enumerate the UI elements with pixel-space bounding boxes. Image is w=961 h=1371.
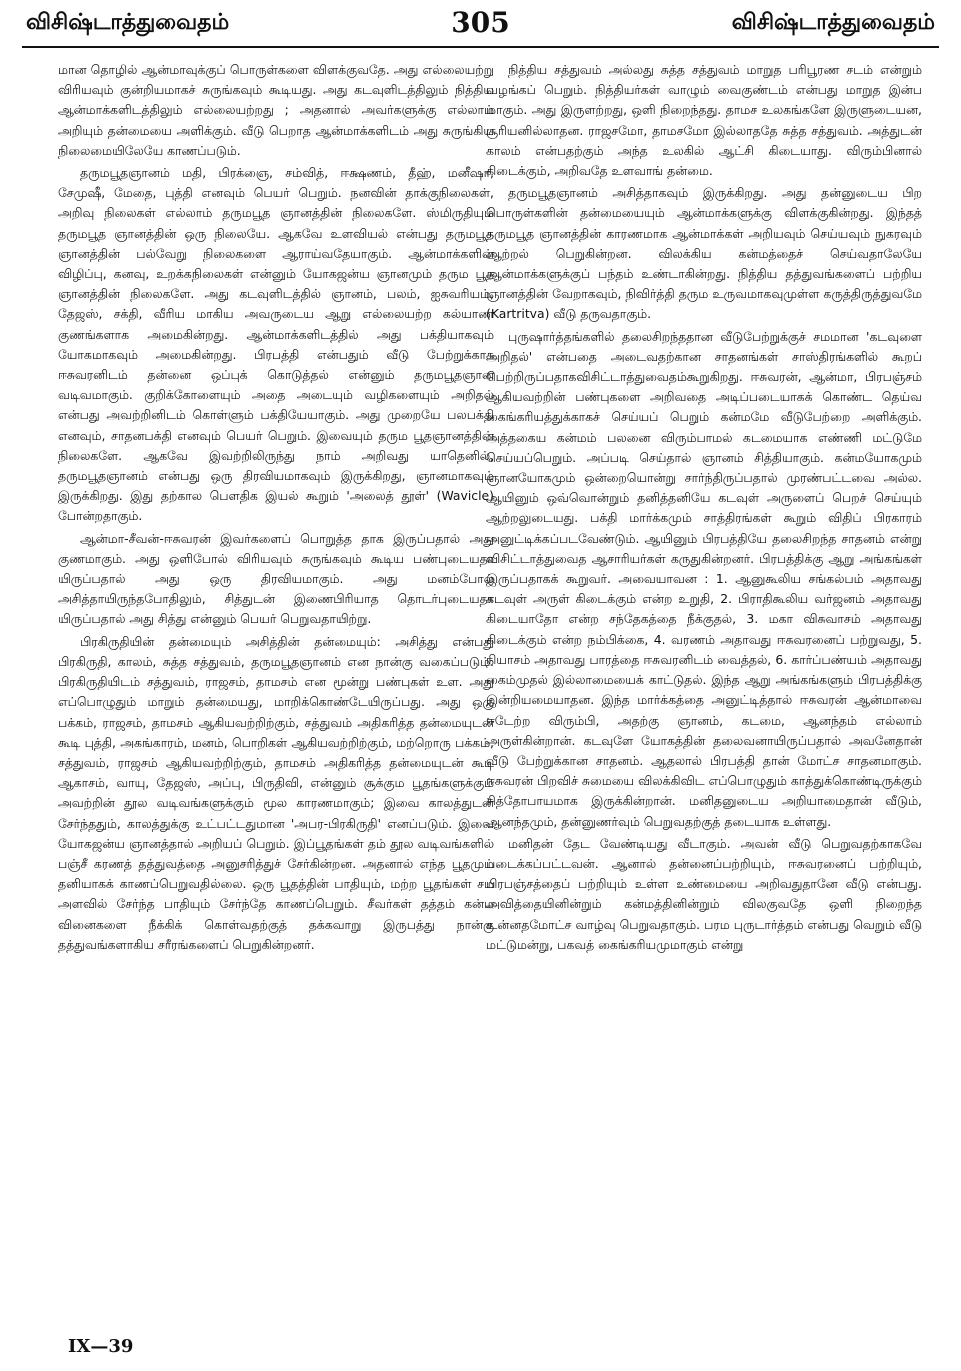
paragraph: மனிதன் தேட வேண்டியது வீடாகும். அவன் வீடு பெறுவதற்காகவே படைக்கப்பட்டவன். ஆனால் தன்னைப்பற்றியும், ஈசுவரனைப் பற்றியும், பிரபஞ்சத்தைப் பற்றியும் உள்ள உண்மையை அறிவதுதானே வீடு என்பது. அவித்தையினின்றும் கன்மத்தினின்றும் விலகுவதே ஒளி நிறைந்த உன்னதமோட்ச வாழ்வு பெறுவதாகும். பரம புருடார்த்தம் என்பது வெறும் வீடு மட்டுமன்று, பகவத் கைங்கரியமுமாகும் என்று xyxy=(486,835,922,952)
running-title-right: விசிஷ்டாத்துவைதம் xyxy=(731,10,935,35)
paragraph: புருஷார்த்தங்களில் தலைசிறந்ததான வீடுபேற்றுக்குச் சமமான 'கடவுளை அறிதல்' என்பதை அடைவதற்கான சாதனங்கள் சாஸ்திரங்களில் கூறப் பெற்றிருப்பதாகவிசிட்டாத்துவைதம்கூறுகிறது. ஈசுவரன், ஆன்மா, பிரபஞ்சம் ஆகியவற்றின் பண்புகளை அறிவதை அடிப்படையாகக் கொண்ட தெய்வ கைங்கரியத்துக்காகச் செய்யப் பெறும் கன்மமே வீடுபேற்றை அளிக்கும். அத்தகைய கன்மம் பலனை விரும்பாமல் கடமையாக எண்ணி மட்டுமே செய்யப்பெறும். அப்படி செய்தால் ஞானம் சித்தியாகும். கன்மயோகமும் ஞானயோகமும் ஒன்றையொன்று சார்ந்திருப்பதால் முரண்பட்டவை அல்ல. ஆயினும் ஒவ்வொன்றும் தனித்தனியே கடவுள் அருளைப் பெறச் செய்யும் ஆற்றலுடையது. பக்தி மார்க்கமும் சாத்திரங்கள் கூறும் விதிப் பிரகாரம் அனுட்டிக்கப்படவேண்டும். ஆயினும் பிரபத்தியே தலைசிறந்த சாதனம் என்று விசிட்டாத்துவைத ஆசாரியர்கள் கருதுகின்றனர். பிரபத்திக்கு ஆறு அங்கங்கள் இருப்பதாகக் கூறுவர். அவையாவன : 1. ஆனுகூலிய சங்கல்பம் அதாவது கடவுள் அருள் கிடைக்கும் என்ற உறுதி, 2. பிராதிகூலிய வர்ஜனம் அதாவது கிடையாதோ என்ற சந்தேகத்தை நீக்குதல், 3. மகா விசுவாசம் அதாவது கிடைக்கும் என்ற நம்பிக்கை, 4. வரணம் அதாவது ஈசுவரனைப் பற்றுவது, 5. நியாசம் அதாவது பாரத்தை ஈசுவரனிடம் வைத்தல், 6. கார்ப்பண்யம் அதாவது கைம்முதல் இல்லாமையைக் காட்டுதல். இந்த ஆறு அங்கங்களும் பிரபத்திக்கு இன்றியமையாதன. இந்த மார்க்கத்தை அனுட்டித்தால் ஈசுவரன் ஆன்மாவை ஈடேற்ற விரும்பி, அதற்கு ஞானம், கடமை, ஆனந்தம் எல்லாம் அருள்கின்றான். கடவுளே யோகத்தின் தலைவனாயிருப்பதால் அவனேதான் வீடு பேற்றுக்கான சாதனம். ஆதலால் பிரபத்தி தான் மோட்ச சாதனமாகும். ஈசுவரன் பிறவிச் சுமையை விலக்கிவிட எப்பொழுதும் காத்துக்கொண்டிருக்கும் சித்தோபாயமாக இருக்கின்றான். மனிதனுடைய அறியாமைதான் வீடும், ஆனந்தமும், தன்னுணர்வும் பெறுவதற்குத் தடையாக உள்ளது. xyxy=(486,328,922,829)
paragraph: தருமபூதஞானம் மதி, பிரக்ஞை, சம்வித், ஈக்ஷணம், தீஹ், மனீஷா, சேமுஷீ, மேதை, புத்தி எனவும் பெயர் பெறும். நனவின் தாக்குநிலைகள், அறிவு நிலைகள் எல்லாம் தருமபூத ஞானத்தின் நிலைகளே. ஸ்மிருதியும் தருமபூத ஞானத்தின் ஒரு நிலையே. ஆகவே உளவியல் என்பது தருமபூத ஞானத்தின் பல்வேறு நிலைகளை ஆராய்வதேயாகும். ஆன்மாக்களின் விழிப்பு, கனவு, உறக்கநிலைகள் என்னும் யோகஜன்ய ஞானமும் தரும பூத ஞானத்தின் நிலைகளே. அது கடவுளிடத்தில் ஞானம், பலம், ஐசுவரியம், தேஜஸ், சக்தி, வீரிய மாகிய அவருடைய ஆறு எல்லையற்ற கல்யாண குணங்களாக அமைகின்றது. ஆன்மாக்களிடத்தில் அது பக்தியாகவும் யோகமாகவும் அமைகின்றது. பிரபத்தி என்பதும் வீடு பேற்றுக்காக ஈசுவரனிடம் தன்னை ஒப்புக் கொடுத்தல் என்னும் தருமபூதஞான வடிவமாகும். குறிக்கோளையும் அதை அடையும் வழிகளையும் அறிதல் என்பது அவற்றினிடம் கொள்ளும் பக்தியேயாகும். அது முறையே பலபக்தி எனவும், சாதனபக்தி எனவும் பெயர் பெறும். இவையும் தரும பூதஞானத்தின் நிலைகளே. ஆகவே இவற்றிலிருந்து நாம் அறிவது யாதெனில், தருமபூதஞானம் என்பது ஒரு திரவியமாகவும் இருக்கிறது, ஞானமாகவும் இருக்கிறது. இது தற்கால பௌதிக இயல் கூறும் 'அலைத் தூள்' (Wavicle) போன்றதாகும். xyxy=(58,165,494,524)
signature-mark: IX—39 xyxy=(68,1336,134,1357)
paragraph: பிரகிருதியின் தன்மையும் அசித்தின் தன்மையும்: அசித்து என்பது பிரகிருதி, காலம், சுத்த சத்துவம், தருமபூதஞானம் என நான்கு வகைப்படும். பிரகிருதியிடம் சத்துவம், ராஜசம், தாமசம் என மூன்று பண்புகள் உள. அது எப்பொழுதும் மாறும் தன்மையது, மாறிக்கொண்டேயிருப்பது. அது ஒரு பக்கம், ராஜசம், தாமசம் ஆகியவற்றிற்கும், சத்துவம் அதிகரித்த தன்மையுடன் கூடி புத்தி, அகங்காரம், மனம், பொறிகள் ஆகியவற்றிற்கும், மற்றொரு பக்கம், சத்துவம், ராஜசம் ஆகியவற்றிற்கும், தாமசம் அதிகரித்த தன்மையுடன் கூடி ஆகாசம், வாயு, தேஜஸ், அப்பு, பிருதிவி, என்னும் சூக்கும பூதங்களுக்கும் அவற்றின் தூல வடிவங்களுக்கும் மூல காரணமாகும்; இவை காலத்துடன் சேர்ந்ததும், காலத்துக்கு உட்பட்டதுமான 'அபர-பிரகிருதி' எனப்படும். இவை யோகஜன்ய ஞானத்தால் அறியப் பெறும். இப்பூதங்கள் தம் தூல வடிவங்களில் பஞ்சீ கரணத் தத்துவத்தை அனுசரித்துச் சேர்கின்றன. அதனால் எந்த பூதமும் தனியாகக் காணப்பெறுவதில்லை. ஒரு பூதத்தின் பாதியும், மற்ற பூதங்கள் சம அளவில் சேர்ந்த பாதியும் சேர்ந்தே காணப்பெறும். சீவர்கள் தத்தம் கன்ம வினைகளை நீக்கிக் கொள்வதற்குத் தக்கவாறு இருபத்து நான்கு தத்துவங்களாகிய சரீரங்களைப் பெறுகின்றனர். xyxy=(58,633,494,952)
paragraph: தருமபூதஞானம் அசித்தாகவும் இருக்கிறது. அது தன்னுடைய பிற பொருள்களின் தன்மையையும் ஆன்மாக்களுக்கு விளக்குகின்றது. இந்தத் தருமபூத ஞானத்தின் காரணமாக ஆன்மாக்கள் அறியவும் செய்யவும் நுகரவும் ஆற்றல் பெறுகின்றன. விலக்கிய கன்மத்தைச் செய்வதாலேயே ஆன்மாக்களுக்குப் பந்தம் உண்டாகின்றது. நித்திய தத்துவங்களைப் பற்றிய ஞானத்தின் வேறாகவும், நிவிர்த்தி தரும உருவமாகவுமுள்ள கருத்திருத்துவமே (Kartritva) வீடு தருவதாகும். xyxy=(486,185,922,322)
header-rule xyxy=(22,46,939,48)
paragraph: மான தொழில் ஆன்மாவுக்குப் பொருள்களை விளக்குவதே. அது எல்லையற்று விரியவும் குன்றியமாகச் சுருங்கவும் கூடியது. அது கடவுளிடத்திலும் நித்திய ஆன்மாக்களிடத்திலும் எல்லையற்றது ; அதனால் அவர்களுக்கு எல்லாம் அறியும் தன்மையை அளிக்கும். வீடு பெறாத ஆன்மாக்களிடம் அது சுருங்கிய நிலைமையிலேயே காணப்படும். xyxy=(58,62,494,158)
left-column xyxy=(58,60,494,1328)
running-title-left: விசிஷ்டாத்துவைதம் xyxy=(26,10,230,35)
running-header xyxy=(22,6,939,50)
right-column xyxy=(486,60,922,1328)
paragraph: ஆன்மா-சீவன்-ஈசுவரன் இவர்களைப் பொறுத்த தாக இருப்பதால் அது குணமாகும். அது ஒளிபோல் விரியவும் சுருங்கவும் கூடிய பண்புடையதா யிருப்பதால் அது ஒரு திரவியமாகும். அது மனம்போல் அசித்தாயிருந்தபோதிலும், சித்துடன் இணைபிரியாத தொடர்புடையதா யிருப்பதால் அது சித்து என்னும் பெயர் பெறுவதாயிற்று. xyxy=(58,530,494,627)
paragraph: நித்திய சத்துவம் அல்லது சுத்த சத்துவம் மாறுத பரிபூரண சடம் என்றும் வழங்கப் பெறும். நித்தியர்கள் வாழும் வைகுண்டம் என்பது மாறுத இன்ப மாகும். அது இருளற்றது, ஒளி நிறைந்தது. தாமச உலகங்களே இருளுடையன, சூரியனில்லாதன. ராஜசமோ, தாமசமோ இல்லாததே சுத்த சத்துவம். அத்துடன் காலம் என்பதற்கும் அந்த உலகில் ஆட்சி கிடையாது. விரும்பினால் கிடைக்கும், அறிவதே உளவாங் தன்மை. xyxy=(486,62,922,179)
page-number: 305 xyxy=(451,6,510,39)
